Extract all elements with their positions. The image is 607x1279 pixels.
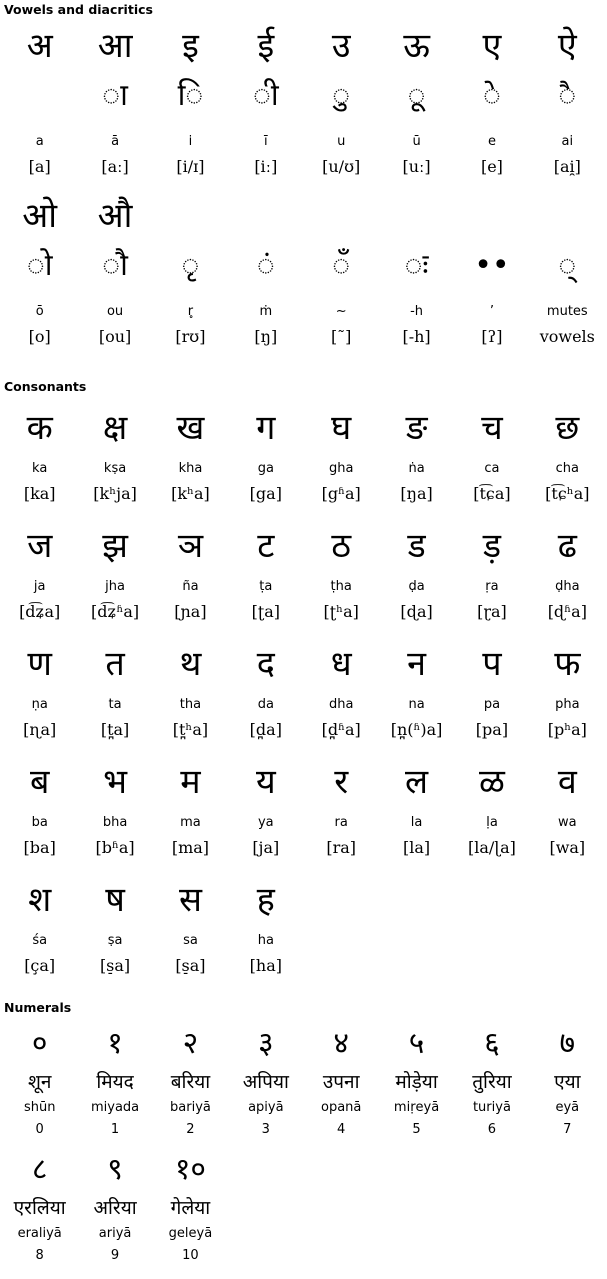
consonant-cell — [2, 400, 77, 510]
transliteration-label: gha — [328, 461, 354, 476]
transliteration-label: r̥ — [187, 304, 194, 319]
devanagari-consonant-letter: ड़ — [482, 526, 502, 566]
consonant-row-2 — [2, 518, 605, 628]
vowel-diacritic-glyph: ◌ृ — [181, 248, 200, 283]
vowel-diacritic-glyph: ◌े — [483, 78, 501, 113]
ipa-pronunciation: [wa] — [549, 838, 586, 857]
transliteration-label: eyā — [555, 1100, 580, 1115]
consonant-cell — [153, 754, 228, 864]
transliteration-label: ja — [33, 579, 46, 594]
devanagari-consonant-letter: ढ — [557, 526, 577, 566]
ipa-pronunciation: [la] — [402, 838, 431, 857]
transliteration-label: cha — [555, 461, 579, 476]
vowel-cell — [379, 21, 454, 183]
transliteration-label: jha — [105, 579, 125, 594]
transliteration-label: ’ — [489, 304, 494, 319]
numeral-cell — [153, 1021, 228, 1141]
devanagari-consonant-letter: न — [407, 644, 426, 684]
arabic-digit-label: 3 — [261, 1122, 270, 1137]
vowel-cell — [379, 191, 454, 353]
consonant-cell — [77, 518, 152, 628]
ipa-pronunciation: [ga] — [249, 484, 282, 503]
devanagari-numeral-glyph: ७ — [559, 1026, 576, 1061]
transliteration-label: ā — [111, 134, 120, 149]
arabic-digit-label: 4 — [337, 1122, 346, 1137]
vowel-cell — [304, 191, 379, 353]
consonant-cell — [228, 636, 303, 746]
transliteration-label: ya — [257, 815, 274, 830]
ipa-pronunciation: [t͡ɕʰa] — [545, 484, 590, 503]
arabic-digit-label: 1 — [110, 1122, 120, 1137]
ipa-pronunciation: [d̪a] — [249, 720, 282, 739]
devanagari-numeral-glyph: २ — [182, 1026, 199, 1061]
ipa-pronunciation: [bʱa] — [95, 838, 135, 857]
devanagari-numeral-glyph: १ — [107, 1026, 123, 1061]
devanagari-consonant-letter: ङ — [405, 408, 428, 448]
transliteration-label: ṭha — [330, 579, 352, 594]
devanagari-vowel-letter: ऊ — [403, 26, 430, 66]
vowel-diacritic-glyph — [2, 71, 77, 129]
ipa-pronunciation: [ra] — [326, 838, 357, 857]
ipa-pronunciation: [ŋa] — [400, 484, 433, 503]
vowel-diacritic-glyph: ◌् — [558, 248, 577, 283]
transliteration-label: ṁ — [259, 304, 273, 319]
devanagari-consonant-letter: य — [255, 762, 276, 802]
devanagari-vowel-letter — [530, 191, 605, 241]
transliteration-label: miyada — [90, 1100, 140, 1115]
vowel-diacritic-glyph: ◌ौ — [102, 248, 128, 283]
devanagari-vowel-letter — [379, 191, 454, 241]
devanagari-vowel-letter: औ — [97, 196, 133, 236]
consonant-cell — [530, 400, 605, 510]
vowel-diacritic-glyph: ◌ि — [177, 78, 204, 113]
vowel-diacritic-glyph: ◌ै — [558, 78, 577, 113]
consonant-row-4 — [2, 754, 605, 864]
consonant-cell — [77, 872, 152, 982]
consonant-row-3 — [2, 636, 605, 746]
devanagari-vowel-letter: ई — [257, 26, 275, 66]
consonant-cell — [2, 636, 77, 746]
vowel-cell — [2, 21, 77, 183]
devanagari-vowel-letter: अ — [26, 26, 53, 66]
consonant-cell — [228, 872, 303, 982]
ipa-pronunciation: [ɖʱa] — [547, 602, 587, 621]
transliteration-label: miṛeyā — [393, 1100, 440, 1115]
transliteration-label: ~ — [335, 304, 347, 319]
consonant-cell — [77, 400, 152, 510]
devanagari-numeral-glyph: ३ — [258, 1026, 274, 1061]
ipa-pronunciation: [d̪ʱa] — [321, 720, 361, 739]
ipa-pronunciation: [pʰa] — [547, 720, 587, 739]
devanagari-consonant-letter: ख — [176, 408, 205, 448]
vowel-diacritic-glyph: ◌ं — [256, 248, 275, 283]
transliteration-label: i — [188, 134, 193, 149]
vowel-diacritic-glyph: •• — [474, 248, 510, 283]
transliteration-label: mutes — [546, 304, 588, 319]
transliteration-label: na — [408, 697, 425, 712]
transliteration-label: eraliyā — [17, 1226, 62, 1241]
transliteration-label: -h — [410, 304, 424, 319]
arabic-digit-label: 7 — [563, 1122, 572, 1137]
ipa-pronunciation: [ɽa] — [477, 602, 507, 621]
vowel-cell — [304, 21, 379, 183]
devanagari-numeral-glyph: ९ — [107, 1152, 123, 1187]
devanagari-numeral-glyph: ४ — [333, 1026, 349, 1061]
consonant-cell — [2, 518, 77, 628]
ipa-pronunciation: [ʈʰa] — [323, 602, 359, 621]
vowel-cell — [77, 21, 152, 183]
consonant-cell — [228, 518, 303, 628]
vowel-cell — [454, 21, 529, 183]
numeral-cell — [530, 1021, 605, 1141]
numeral-cell — [379, 1021, 454, 1141]
transliteration-label: dha — [328, 697, 354, 712]
ipa-pronunciation: [n̪(ʱ)a] — [390, 720, 443, 739]
consonant-cell — [379, 636, 454, 746]
arabic-digit-label: 5 — [412, 1122, 421, 1137]
consonant-cell — [304, 636, 379, 746]
consonant-cell — [304, 400, 379, 510]
consonant-cell — [530, 636, 605, 746]
devanagari-number-word: एया — [554, 1071, 581, 1093]
transliteration-label: ariyā — [98, 1226, 132, 1241]
devanagari-consonant-letter: ठ — [331, 526, 352, 566]
ipa-pronunciation: [iː] — [254, 157, 278, 176]
numeral-cell — [2, 1021, 77, 1141]
devanagari-consonant-letter: ज — [27, 526, 53, 566]
consonant-cell — [228, 400, 303, 510]
devanagari-consonant-letter: छ — [555, 408, 580, 448]
transliteration-label: geleyā — [168, 1226, 213, 1241]
arabic-digit-label: 9 — [110, 1248, 120, 1263]
transliteration-label: ma — [180, 815, 201, 830]
transliteration-label: ṣa — [107, 933, 123, 948]
numeral-cell — [2, 1147, 77, 1267]
consonant-cell — [304, 518, 379, 628]
transliteration-label: la — [410, 815, 423, 830]
consonant-cell — [153, 636, 228, 746]
devanagari-consonant-letter: श — [28, 880, 52, 920]
numeral-row-2 — [2, 1147, 605, 1267]
devanagari-consonant-letter: क — [26, 408, 53, 448]
devanagari-number-word: गेलेया — [170, 1197, 211, 1219]
devanagari-consonant-letter: झ — [102, 526, 128, 566]
devanagari-consonant-letter: द — [256, 644, 275, 684]
consonant-cell — [530, 754, 605, 864]
devanagari-consonant-letter: थ — [179, 644, 202, 684]
ipa-pronunciation: [ʔ] — [481, 327, 503, 346]
devanagari-number-word: शून — [27, 1071, 52, 1093]
devanagari-consonant-letter: भ — [103, 762, 128, 802]
numeral-cell — [77, 1147, 152, 1267]
ipa-pronunciation: [gʱa] — [321, 484, 361, 503]
transliteration-label: sa — [183, 933, 198, 948]
devanagari-vowel-letter: ओ — [22, 196, 58, 236]
ipa-pronunciation: [la/ɭa] — [468, 838, 516, 857]
devanagari-vowel-letter: ए — [482, 26, 502, 66]
transliteration-label: ḍa — [408, 579, 425, 594]
devanagari-consonant-letter: फ — [554, 644, 581, 684]
transliteration-label: bha — [102, 815, 128, 830]
vowel-diacritic-glyph: ◌ः — [404, 248, 429, 283]
devanagari-number-word: अरिया — [93, 1197, 137, 1219]
consonant-cell — [2, 872, 77, 982]
transliteration-label: a — [35, 134, 44, 149]
ipa-pronunciation: [d͡ʑʱa] — [91, 602, 140, 621]
numeral-cell — [304, 1021, 379, 1141]
consonant-cell — [228, 754, 303, 864]
transliteration-label: u — [337, 134, 346, 149]
devanagari-consonant-letter: त — [105, 644, 125, 684]
ipa-pronunciation: [ha] — [249, 956, 282, 975]
transliteration-label: tha — [179, 697, 202, 712]
ipa-pronunciation: [u/ʊ] — [322, 157, 361, 176]
ipa-pronunciation: [˜] — [330, 327, 352, 346]
arabic-digit-label: 0 — [35, 1122, 44, 1137]
transliteration-label: ṛa — [485, 579, 499, 594]
consonant-cell — [2, 754, 77, 864]
ipa-pronunciation: [ai̯] — [553, 157, 581, 176]
transliteration-label: ha — [257, 933, 274, 948]
consonant-cell — [153, 400, 228, 510]
devanagari-consonant-letter: च — [481, 408, 503, 448]
consonant-cell — [379, 400, 454, 510]
arabic-digit-label: 8 — [35, 1248, 44, 1263]
devanagari-numeral-glyph: ८ — [31, 1152, 48, 1187]
vowel-cell — [454, 191, 529, 353]
ipa-pronunciation: [-h] — [402, 327, 431, 346]
devanagari-number-word: उपना — [322, 1071, 360, 1093]
consonant-cell — [379, 518, 454, 628]
consonant-row-5 — [2, 872, 605, 982]
vowel-diacritic-glyph: ◌ू — [407, 78, 426, 113]
devanagari-consonant-letter: घ — [331, 408, 352, 448]
transliteration-label: ū — [412, 134, 421, 149]
devanagari-number-word: एरलिया — [13, 1197, 66, 1219]
transliteration-label: śa — [32, 933, 48, 948]
devanagari-numeral-glyph: ० — [31, 1026, 48, 1061]
transliteration-label: ta — [108, 697, 122, 712]
vowel-diacritic-glyph: ◌ु — [332, 78, 351, 113]
vowel-cell — [228, 191, 303, 353]
transliteration-label: shūn — [23, 1100, 56, 1115]
ipa-pronunciation: [ou] — [98, 327, 132, 346]
devanagari-number-word: अपिया — [242, 1071, 289, 1093]
ipa-pronunciation: [ja] — [252, 838, 280, 857]
ipa-pronunciation: [s̠a] — [99, 956, 131, 975]
devanagari-consonant-letter: स — [178, 880, 202, 920]
ipa-pronunciation: [o] — [28, 327, 51, 346]
devanagari-vowel-letter — [153, 191, 228, 241]
vowel-cell — [530, 21, 605, 183]
devanagari-number-word: मोड़ेया — [395, 1071, 438, 1093]
ipa-pronunciation: [s̠a] — [175, 956, 206, 975]
arabic-digit-label: 6 — [487, 1122, 497, 1137]
devanagari-numeral-glyph: ५ — [408, 1026, 425, 1061]
devanagari-consonant-letter: ध — [330, 644, 352, 684]
consonant-cell — [454, 754, 529, 864]
transliteration-label: bariyā — [170, 1100, 211, 1115]
ipa-pronunciation: [ka] — [23, 484, 56, 503]
ipa-pronunciation: [ɖa] — [400, 602, 433, 621]
vowel-cell — [153, 191, 228, 353]
ipa-pronunciation: [i/ɪ] — [176, 157, 205, 176]
consonant-cell — [153, 872, 228, 982]
transliteration-label: pha — [555, 697, 580, 712]
numeral-cell — [77, 1021, 152, 1141]
devanagari-consonant-letter: ग — [256, 408, 276, 448]
consonant-cell — [304, 754, 379, 864]
ipa-pronunciation: [aː] — [101, 157, 129, 176]
transliteration-label: ou — [106, 304, 124, 319]
consonant-cell — [153, 518, 228, 628]
ipa-pronunciation: [kʰa] — [171, 484, 210, 503]
vowel-diacritic-glyph: ◌ा — [102, 78, 128, 113]
consonant-cell — [77, 636, 152, 746]
consonant-cell — [530, 518, 605, 628]
devanagari-consonant-letter: ब — [29, 762, 50, 802]
numeral-row-1 — [2, 1021, 605, 1141]
ipa-pronunciation: [rʊ] — [175, 327, 206, 346]
transliteration-label: ī — [264, 134, 268, 149]
transliteration-label: pa — [483, 697, 501, 712]
ipa-pronunciation: [ma] — [171, 838, 210, 857]
section-heading-vowels: Vowels and diacritics — [4, 2, 153, 17]
transliteration-label: e — [487, 134, 496, 149]
ipa-pronunciation: [d͡ʑa] — [19, 602, 61, 621]
vowel-diacritic-glyph: ◌ँ — [332, 248, 351, 283]
ipa-pronunciation: [pa] — [475, 720, 509, 739]
devanagari-number-word: मियद — [96, 1071, 134, 1093]
transliteration-label: apiyā — [248, 1100, 284, 1115]
transliteration-label: ka — [32, 461, 48, 476]
devanagari-vowel-letter: उ — [331, 26, 351, 66]
transliteration-label: ḍha — [555, 579, 580, 594]
numeral-cell — [454, 1021, 529, 1141]
ipa-pronunciation: [e] — [480, 157, 503, 176]
arabic-digit-label: 2 — [186, 1122, 195, 1137]
transliteration-label: kha — [178, 461, 203, 476]
transliteration-label: ña — [182, 579, 199, 594]
ipa-pronunciation: [ŋ] — [254, 327, 278, 346]
vowel-cell — [153, 21, 228, 183]
devanagari-consonant-letter: व — [557, 762, 577, 802]
devanagari-consonant-letter: ड — [407, 526, 426, 566]
vowel-block-2 — [2, 191, 605, 353]
vowel-cell — [530, 191, 605, 353]
vowel-cell — [77, 191, 152, 353]
devanagari-vowel-letter — [228, 191, 303, 241]
section-heading-consonants: Consonants — [4, 379, 87, 394]
ipa-pronunciation: vowels — [539, 327, 595, 346]
ipa-pronunciation: [t̪ʰa] — [172, 720, 209, 739]
devanagari-vowel-letter: ऐ — [557, 26, 577, 66]
ipa-pronunciation: [a] — [28, 157, 51, 176]
transliteration-label: ṅa — [408, 461, 425, 476]
consonant-cell — [77, 754, 152, 864]
vowel-cell — [228, 21, 303, 183]
devanagari-consonant-letter: र — [334, 762, 349, 802]
vowel-cell — [2, 191, 77, 353]
ipa-pronunciation: [t͡ɕa] — [473, 484, 511, 503]
transliteration-label: da — [257, 697, 274, 712]
transliteration-label: ḷa — [486, 815, 498, 830]
vowel-block-1 — [2, 21, 605, 183]
devanagari-consonant-letter: ष — [105, 880, 125, 920]
transliteration-label: ṇa — [31, 697, 48, 712]
transliteration-label: kṣa — [103, 461, 127, 476]
consonant-cell — [379, 754, 454, 864]
consonant-cell — [454, 636, 529, 746]
devanagari-consonant-letter: ट — [257, 526, 275, 566]
consonant-row-1 — [2, 400, 605, 510]
devanagari-numeral-glyph: १० — [174, 1152, 207, 1187]
ipa-pronunciation: [ɲa] — [174, 602, 207, 621]
devanagari-numeral-glyph: ६ — [484, 1026, 500, 1061]
devanagari-consonant-letter: ळ — [479, 762, 505, 802]
devanagari-vowel-letter — [454, 191, 529, 241]
section-heading-numerals: Numerals — [4, 1000, 72, 1015]
ipa-pronunciation: [ba] — [23, 838, 56, 857]
transliteration-label: ba — [31, 815, 48, 830]
ipa-pronunciation: [t̪a] — [100, 720, 130, 739]
devanagari-consonant-letter: क्ष — [102, 408, 128, 448]
devanagari-consonant-letter: ल — [405, 762, 429, 802]
ipa-pronunciation: [ɳa] — [23, 720, 57, 739]
ipa-pronunciation: [kʰja] — [93, 484, 137, 503]
devanagari-vowel-letter — [304, 191, 379, 241]
ipa-pronunciation: [ça] — [24, 956, 56, 975]
transliteration-label: ra — [334, 815, 348, 830]
vowel-diacritic-glyph: ◌ो — [26, 248, 53, 283]
transliteration-label: ō — [35, 304, 44, 319]
devanagari-consonant-letter: ञ — [177, 526, 204, 566]
ipa-pronunciation: [ʈa] — [251, 602, 281, 621]
numeral-cell — [228, 1021, 303, 1141]
devanagari-number-word: बरिया — [170, 1071, 211, 1093]
devanagari-consonant-letter: प — [482, 644, 502, 684]
devanagari-consonant-letter: ह — [256, 880, 275, 920]
transliteration-label: turiyā — [472, 1100, 511, 1115]
consonant-cell — [454, 518, 529, 628]
consonant-cell — [454, 400, 529, 510]
transliteration-label: ṭa — [259, 579, 273, 594]
arabic-digit-label: 10 — [182, 1248, 199, 1263]
numeral-cell — [153, 1147, 228, 1267]
devanagari-number-word: तुरिया — [472, 1071, 512, 1093]
transliteration-label: opanā — [320, 1100, 362, 1115]
transliteration-label: ca — [484, 461, 500, 476]
devanagari-consonant-letter: म — [180, 762, 201, 802]
transliteration-label: wa — [558, 815, 577, 830]
transliteration-label: ai — [561, 134, 574, 149]
devanagari-vowel-letter: आ — [97, 26, 133, 66]
transliteration-label: ga — [257, 461, 274, 476]
vowel-diacritic-glyph: ◌ी — [253, 78, 279, 113]
ipa-pronunciation: [uː] — [402, 157, 431, 176]
devanagari-consonant-letter: ण — [27, 644, 52, 684]
devanagari-vowel-letter: इ — [182, 26, 199, 66]
